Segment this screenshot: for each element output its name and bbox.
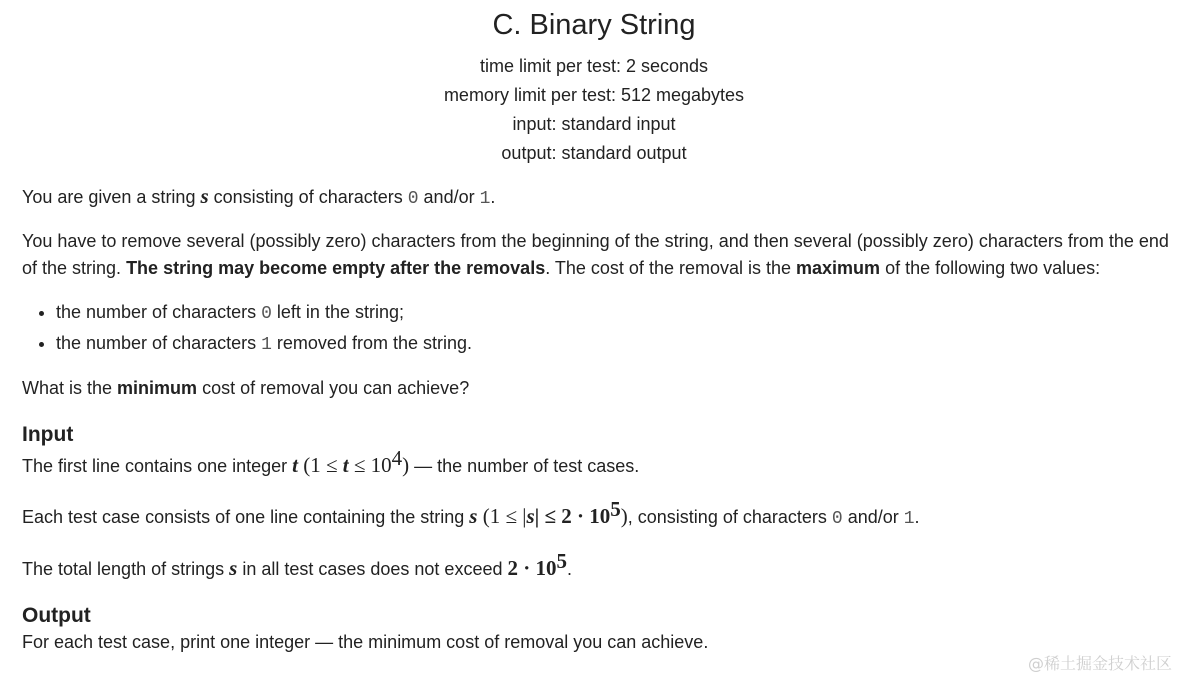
output-title: Output <box>22 603 91 627</box>
input-section <box>22 422 1182 583</box>
input-line-1: The first line contains one integer t $(1 \le t \le 10^4)$ — the number of test cases. <box>22 445 640 477</box>
problem-header <box>0 8 1188 168</box>
memory-limit: memory limit per test: 512 megabytes <box>443 84 745 105</box>
legend-paragraph-1: You are given a string s consisting of characters 0 and/or 1. <box>22 183 496 209</box>
output-section <box>22 603 1182 656</box>
legend-section <box>22 183 1182 402</box>
input-file: input: standard input <box>512 113 676 134</box>
problem-statement <box>22 0 1182 656</box>
output-text: For each test case, print one integer — the minimum cost of removal you can achieve. <box>22 631 709 652</box>
problem-title: C. Binary String <box>492 9 696 41</box>
legend-paragraph-3: What is the minimum cost of removal you can achieve? <box>22 377 470 398</box>
list-item: • the number of characters 0 left in the string; <box>56 298 1182 329</box>
time-limit: time limit per test: 2 seconds <box>479 55 709 76</box>
list-item: • the number of characters 1 removed from the string. <box>56 329 1182 360</box>
legend-paragraph-2: You have to remove several (possibly zero) characters from the beginning of the string, and then several (possibly zero) characters from the end of the string. The string may become empty after the removals. The cost of the removal is the maximum of the following two values: <box>22 230 1169 278</box>
input-title: Input <box>22 422 74 446</box>
output-file: output: standard output <box>501 142 687 163</box>
input-line-2: Each test case consists of one line containing the string s $(1 \le |s| \le 2 \cdot 10^5)$, consisting of characters 0 and/or 1. <box>22 496 920 529</box>
cost-values-list <box>22 298 1182 360</box>
watermark: @稀土掘金技术社区 <box>1027 654 1172 673</box>
input-line-3: The total length of strings s in all test cases does not exceed $2 \cdot 10^5$. <box>22 548 573 580</box>
